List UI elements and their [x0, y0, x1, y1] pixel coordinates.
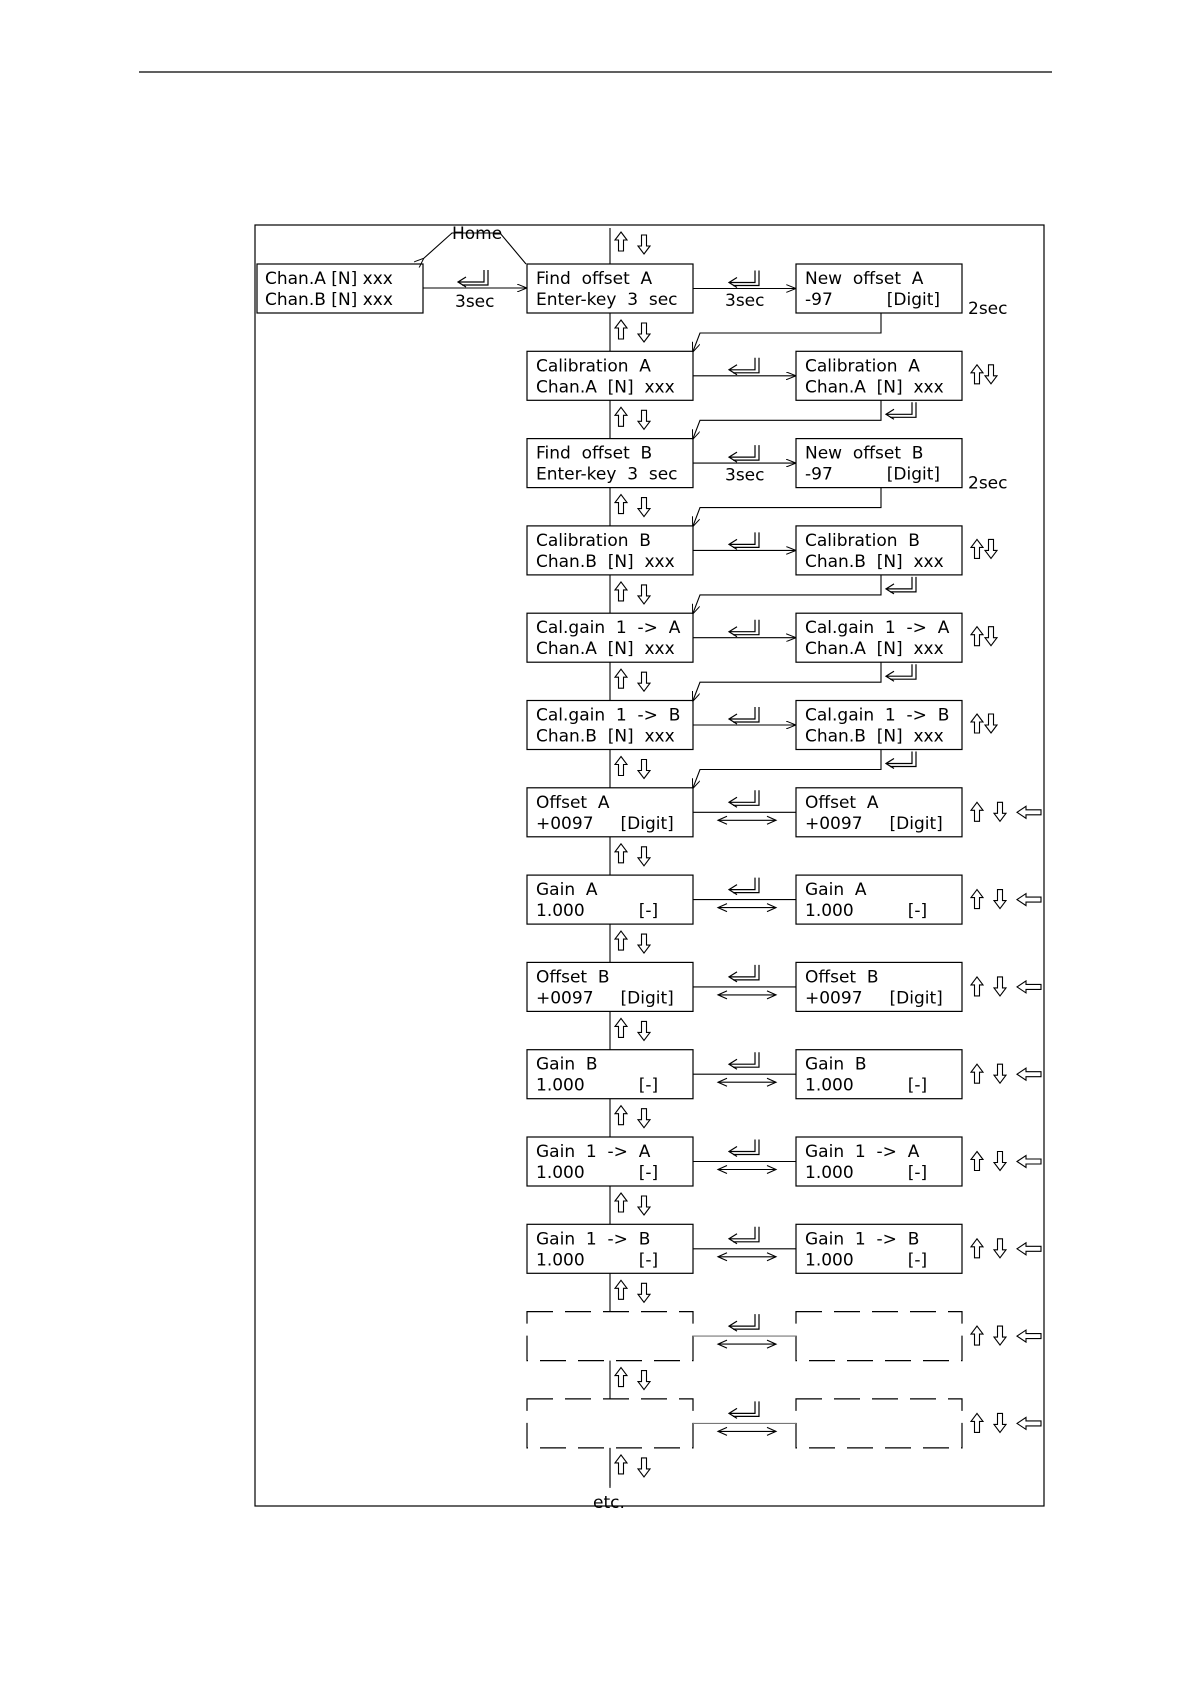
return-connector — [693, 400, 881, 438]
enter-key-icon — [886, 402, 916, 419]
enter-key-icon — [886, 664, 916, 681]
menu-line-2: Chan.B [N] xxx — [536, 726, 675, 747]
down-arrow-icon — [638, 1371, 650, 1390]
enter-key-icon — [729, 358, 759, 375]
menu-line-1: Find offset B — [536, 443, 653, 464]
down-arrow-icon — [638, 235, 650, 254]
left-arrow-icon — [1017, 1068, 1041, 1080]
menu-line-2: Enter-key 3 sec — [536, 290, 678, 310]
double-arrow-icon — [718, 1340, 776, 1348]
menu-line-1: Gain A — [536, 880, 598, 901]
enter-key-icon — [729, 271, 759, 288]
edit-line-2: 1.000 [-] — [805, 901, 928, 922]
etc-label: etc. — [593, 1492, 625, 1513]
enter-key-icon — [458, 270, 488, 287]
down-arrow-icon — [985, 627, 997, 646]
menu-line-2: 1.000 [-] — [536, 1250, 659, 1271]
edit-line-2: 1.000 [-] — [805, 1075, 928, 1096]
return-connector — [693, 575, 881, 613]
up-arrow-icon — [615, 1018, 627, 1037]
enter-key-icon — [886, 752, 916, 769]
up-arrow-icon — [971, 365, 983, 384]
timeout-label: 2sec — [968, 473, 1008, 494]
enter-key-icon — [729, 620, 759, 637]
edit-line-1: Gain 1 -> A — [805, 1142, 920, 1162]
return-connector — [693, 662, 881, 700]
menu-line-1: Gain 1 -> A — [536, 1142, 651, 1162]
home-line-1: Chan.A [N] xxx — [265, 269, 393, 289]
up-arrow-icon — [971, 977, 983, 996]
up-arrow-icon — [971, 1326, 983, 1345]
edit-line-1: Offset B — [805, 967, 879, 988]
up-arrow-icon — [971, 890, 983, 909]
menu-line-1: Calibration B — [536, 530, 651, 551]
home-hold-label: 3sec — [455, 292, 495, 312]
double-arrow-icon — [718, 1253, 776, 1261]
edit-line-1: Offset A — [805, 792, 879, 813]
up-arrow-icon — [615, 757, 627, 776]
menu-line-1: Offset B — [536, 967, 610, 988]
up-arrow-icon — [971, 1413, 983, 1432]
menu-line-1: Cal.gain 1 -> B — [536, 705, 681, 726]
edit-screen-13 — [796, 1312, 962, 1361]
down-arrow-icon — [994, 890, 1006, 909]
home-label: Home — [452, 224, 503, 244]
return-connector — [693, 313, 881, 351]
up-arrow-icon — [615, 844, 627, 863]
up-arrow-icon — [615, 1368, 627, 1387]
enter-key-icon — [729, 445, 759, 462]
menu-line-1: Calibration A — [536, 356, 651, 377]
up-arrow-icon — [971, 627, 983, 646]
down-arrow-icon — [638, 1021, 650, 1040]
left-arrow-icon — [1017, 1243, 1041, 1255]
edit-line-2: Chan.B [N] xxx — [805, 551, 944, 572]
menu-line-2: +0097 [Digit] — [536, 813, 674, 834]
enter-key-icon — [729, 965, 759, 982]
up-arrow-icon — [615, 320, 627, 339]
edit-line-2: Chan.A [N] xxx — [805, 639, 944, 660]
edit-line-2: 1.000 [-] — [805, 1250, 928, 1271]
edit-line-1: Cal.gain 1 -> B — [805, 705, 950, 726]
down-arrow-icon — [994, 1239, 1006, 1258]
hold-time-label: 3sec — [725, 291, 765, 311]
up-arrow-icon — [615, 1193, 627, 1212]
menu-screen-13 — [527, 1312, 693, 1361]
left-arrow-icon — [1017, 981, 1041, 993]
down-arrow-icon — [638, 585, 650, 604]
edit-line-2: +0097 [Digit] — [805, 988, 943, 1009]
edit-line-1: New offset A — [805, 269, 924, 289]
down-arrow-icon — [994, 1064, 1006, 1083]
return-connector — [693, 488, 881, 526]
menu-line-2: 1.000 [-] — [536, 1163, 659, 1183]
edit-screen-14 — [796, 1399, 962, 1448]
menu-line-2: Enter-key 3 sec — [536, 464, 678, 485]
enter-key-icon — [729, 1314, 759, 1331]
left-arrow-icon — [1017, 806, 1041, 818]
edit-line-1: Calibration B — [805, 530, 920, 551]
menu-line-2: 1.000 [-] — [536, 1075, 659, 1096]
down-arrow-icon — [985, 714, 997, 733]
down-arrow-icon — [638, 934, 650, 953]
menu-line-2: Chan.B [N] xxx — [536, 551, 675, 572]
edit-line-2: 1.000 [-] — [805, 1163, 928, 1183]
down-arrow-icon — [985, 539, 997, 558]
menu-line-1: Offset A — [536, 792, 610, 813]
up-arrow-icon — [971, 1152, 983, 1171]
edit-line-1: New offset B — [805, 443, 924, 464]
down-arrow-icon — [994, 802, 1006, 821]
double-arrow-icon — [718, 904, 776, 912]
edit-line-1: Gain 1 -> B — [805, 1229, 920, 1250]
up-arrow-icon — [615, 669, 627, 688]
edit-line-2: +0097 [Digit] — [805, 813, 943, 834]
edit-line-2: -97 [Digit] — [805, 464, 941, 485]
enter-key-icon — [729, 1140, 759, 1157]
down-arrow-icon — [638, 1283, 650, 1302]
down-arrow-icon — [638, 847, 650, 866]
left-arrow-icon — [1017, 1156, 1041, 1168]
left-arrow-icon — [1017, 1417, 1041, 1429]
menu-line-2: Chan.A [N] xxx — [536, 377, 675, 398]
down-arrow-icon — [985, 365, 997, 384]
down-arrow-icon — [638, 323, 650, 342]
down-arrow-icon — [638, 1458, 650, 1477]
down-arrow-icon — [638, 410, 650, 429]
up-arrow-icon — [615, 232, 627, 251]
edit-line-1: Cal.gain 1 -> A — [805, 618, 950, 639]
left-arrow-icon — [1017, 1330, 1041, 1342]
menu-screen-14 — [527, 1399, 693, 1448]
enter-key-icon — [729, 790, 759, 807]
double-arrow-icon — [718, 1166, 776, 1174]
down-arrow-icon — [994, 1326, 1006, 1345]
up-arrow-icon — [615, 582, 627, 601]
enter-key-icon — [729, 1227, 759, 1244]
double-arrow-icon — [718, 1427, 776, 1435]
menu-line-1: Find offset A — [536, 269, 653, 289]
up-arrow-icon — [971, 539, 983, 558]
up-arrow-icon — [971, 714, 983, 733]
down-arrow-icon — [994, 1152, 1006, 1171]
up-arrow-icon — [615, 495, 627, 514]
diagram-frame — [255, 225, 1044, 1506]
double-arrow-icon — [718, 991, 776, 999]
menu-line-2: Chan.A [N] xxx — [536, 639, 675, 660]
timeout-label: 2sec — [968, 299, 1008, 319]
down-arrow-icon — [638, 760, 650, 779]
return-connector — [693, 750, 881, 788]
home-screen — [257, 264, 423, 313]
hold-time-label: 3sec — [725, 465, 765, 486]
menu-line-2: 1.000 [-] — [536, 901, 659, 922]
enter-key-icon — [729, 707, 759, 724]
down-arrow-icon — [638, 1196, 650, 1215]
menu-line-1: Gain 1 -> B — [536, 1229, 651, 1250]
menu-line-1: Cal.gain 1 -> A — [536, 618, 681, 639]
double-arrow-icon — [718, 816, 776, 824]
up-arrow-icon — [615, 1280, 627, 1299]
up-arrow-icon — [615, 931, 627, 950]
menu-line-2: +0097 [Digit] — [536, 988, 674, 1009]
up-arrow-icon — [971, 802, 983, 821]
double-arrow-icon — [718, 1078, 776, 1086]
enter-key-icon — [886, 577, 916, 594]
down-arrow-icon — [994, 1413, 1006, 1432]
edit-line-2: Chan.B [N] xxx — [805, 726, 944, 747]
edit-line-1: Calibration A — [805, 356, 920, 377]
edit-line-1: Gain A — [805, 880, 867, 901]
edit-line-2: -97 [Digit] — [805, 290, 941, 310]
edit-line-1: Gain B — [805, 1054, 867, 1075]
up-arrow-icon — [615, 1455, 627, 1474]
up-arrow-icon — [615, 1106, 627, 1125]
edit-line-2: Chan.A [N] xxx — [805, 377, 944, 398]
home-line-2: Chan.B [N] xxx — [265, 290, 393, 310]
up-arrow-icon — [971, 1064, 983, 1083]
enter-key-icon — [729, 532, 759, 549]
left-arrow-icon — [1017, 894, 1041, 906]
enter-key-icon — [729, 1401, 759, 1418]
up-arrow-icon — [615, 407, 627, 426]
down-arrow-icon — [638, 672, 650, 691]
down-arrow-icon — [638, 1109, 650, 1128]
up-arrow-icon — [971, 1239, 983, 1258]
enter-key-icon — [729, 1052, 759, 1069]
down-arrow-icon — [638, 498, 650, 517]
down-arrow-icon — [994, 977, 1006, 996]
menu-line-1: Gain B — [536, 1054, 598, 1075]
enter-key-icon — [729, 878, 759, 895]
